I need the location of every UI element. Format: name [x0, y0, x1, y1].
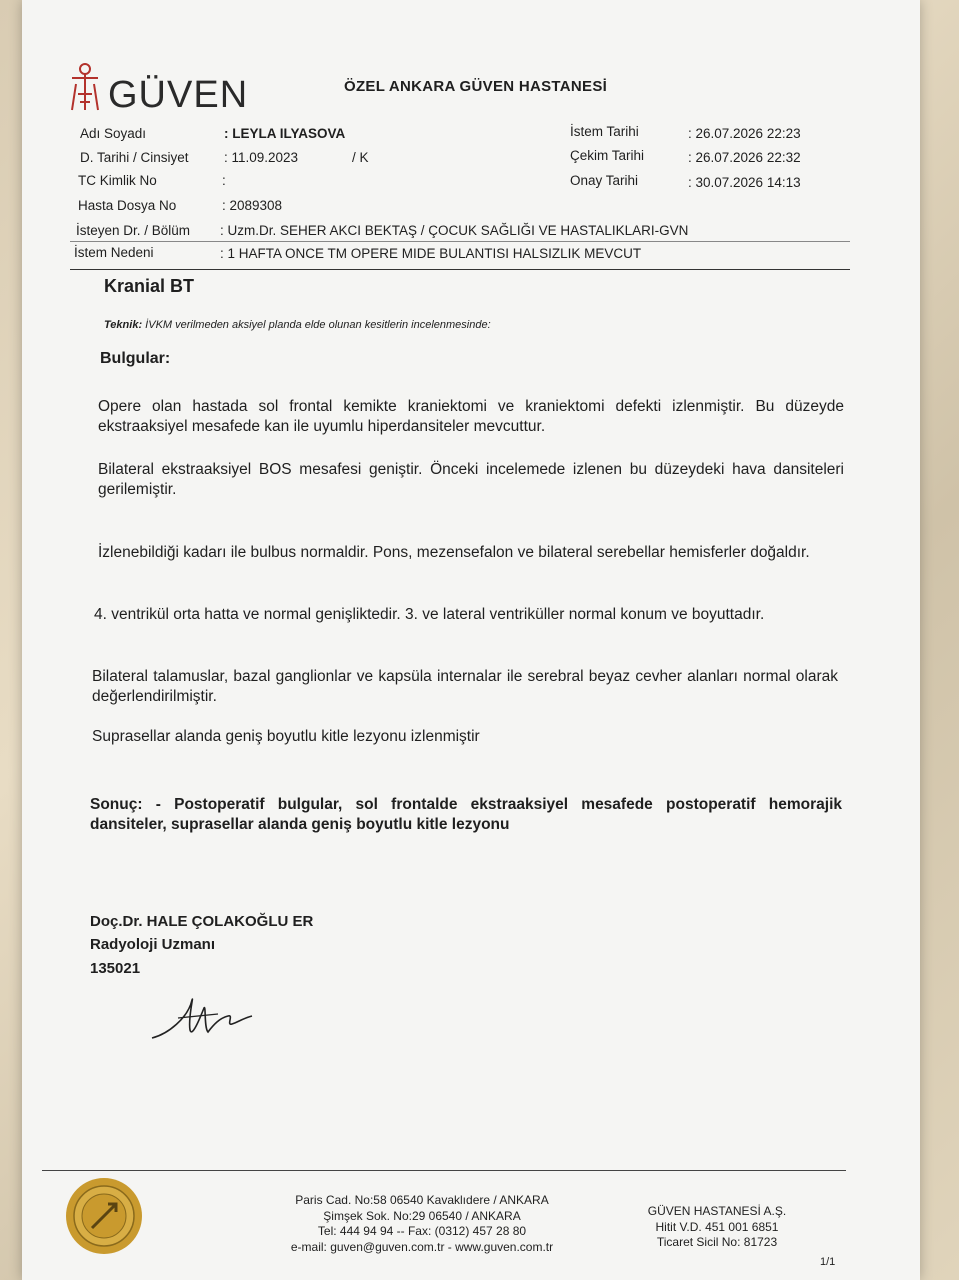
handwritten-signature	[148, 988, 258, 1048]
technique-line	[104, 319, 491, 331]
hospital-logo-icon	[68, 62, 102, 112]
address-line: e-mail: guven@guven.com.tr - www.guven.com.tr	[290, 1239, 554, 1254]
tc-value: :	[222, 173, 226, 188]
address-line: Tel: 444 94 94 -- Fax: (0312) 457 28 80	[317, 1224, 527, 1238]
signer-name: Doç.Dr. HALE ÇOLAKOĞLU ER	[90, 913, 314, 930]
logo-text: GÜVEN	[108, 74, 249, 116]
findings-title: Bulgular:	[100, 350, 171, 367]
approve-date-value: : 30.07.2026 14:13	[688, 175, 801, 190]
finding-paragraph: Opere olan hastada sol frontal kemikte kraniektomi ve kraniektomi defekti izlenmiştir. Bu düzeyde ekstraaksiyel mesafede kan ile uyumlu hiperdansiteler mevcuttur.	[98, 398, 844, 435]
approve-date-label: Onay Tarihi	[570, 173, 639, 188]
scan-date-label: Çekim Tarihi	[570, 148, 645, 163]
finding-paragraph: Bilateral ekstraaksiyel BOS mesafesi geniştir. Önceki incelemede izlenen bu düzeydeki hava dansiteleri gerilemiştir.	[98, 461, 844, 498]
scan-date-value: : 26.07.2026 22:32	[688, 150, 801, 165]
doctor-value: : Uzm.Dr. SEHER AKCI BEKTAŞ / ÇOCUK SAĞLIĞI VE HASTALIKLARI-GVN	[220, 223, 689, 238]
footer-divider	[42, 1170, 846, 1171]
company-info	[632, 1204, 802, 1251]
signer-registry: 135021	[90, 960, 141, 977]
doctor-label: İsteyen Dr. / Bölüm	[76, 223, 191, 238]
header-divider	[70, 269, 850, 270]
finding-paragraph: Bilateral talamuslar, bazal ganglionlar ve kapsüla internalar ile serebral beyaz cevher alanları normal olarak değerlendirilmiştir.	[92, 668, 838, 705]
request-date-value: : 26.07.2026 22:23	[688, 126, 801, 141]
report-page	[22, 0, 920, 1280]
technique-text: İVKM verilmeden aksiyel planda elde olunan kesitlerin incelenmesinde:	[145, 319, 491, 331]
birth-value: : 11.09.2023	[224, 150, 299, 165]
finding-paragraph: 4. ventrikül orta hatta ve normal genişliktedir. 3. ve lateral ventriküller normal konum ve boyuttadır.	[94, 606, 765, 623]
quality-seal-icon	[64, 1176, 144, 1256]
company-line: GÜVEN HASTANESİ A.Ş.	[647, 1204, 787, 1218]
company-line: Ticaret Sicil No: 81723	[656, 1235, 778, 1249]
name-value: : LEYLA ILYASOVA	[224, 126, 346, 141]
doctor-underline	[70, 241, 850, 242]
company-line: Hitit V.D. 451 001 6851	[655, 1219, 779, 1234]
page-number: 1/1	[820, 1256, 836, 1268]
technique-label: Teknik:	[104, 319, 143, 331]
file-value: : 2089308	[222, 198, 283, 213]
name-label: Adı Soyadı	[80, 126, 147, 141]
hospital-name: ÖZEL ANKARA GÜVEN HASTANESİ	[344, 78, 608, 95]
finding-paragraph: Suprasellar alanda geniş boyutlu kitle lezyonu izlenmiştir	[92, 728, 480, 745]
conclusion: Sonuç: - Postoperatif bulgular, sol frontalde ekstraaksiyel mesafede postoperatif hemorajik dansiteler, suprasellar alanda geniş boyutlu kitle lezyonu	[90, 796, 842, 833]
birth-label: D. Tarihi / Cinsiyet	[80, 150, 189, 165]
finding-paragraph: İzlenebildiği kadarı ile bulbus normaldir. Pons, mezensefalon ve bilateral serebellar hemisferler doğaldır.	[98, 544, 810, 561]
reason-label: İstem Nedeni	[74, 245, 154, 260]
reason-value: : 1 HAFTA ONCE TM OPERE MIDE BULANTISI HALSIZLIK MEVCUT	[220, 246, 642, 261]
address-line: Paris Cad. No:58 06540 Kavaklıdere / ANKARA	[295, 1193, 549, 1207]
file-label: Hasta Dosya No	[78, 198, 177, 213]
address-line: Şimşek Sok. No:29 06540 / ANKARA	[323, 1208, 521, 1223]
tc-label: TC Kimlik No	[78, 173, 157, 188]
signer-title: Radyoloji Uzmanı	[90, 936, 216, 953]
request-date-label: İstem Tarihi	[570, 124, 639, 139]
report-title: Kranial BT	[104, 276, 195, 296]
gender-value: / K	[352, 150, 369, 165]
hospital-address	[272, 1193, 572, 1255]
